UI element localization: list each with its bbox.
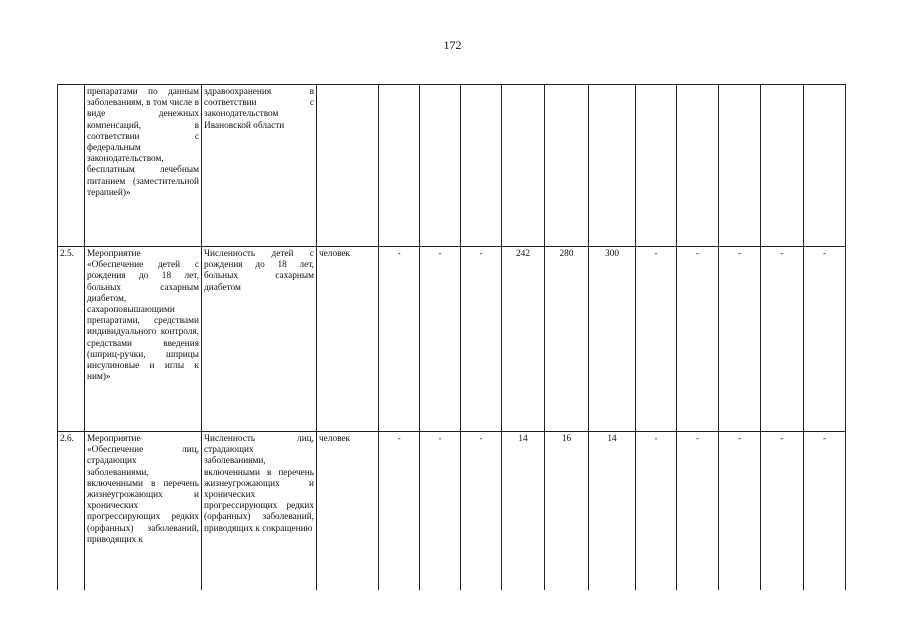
indicator-cell: здравоохранения в соответствии с законодательством Ивановской области: [202, 85, 317, 247]
value-cell: -: [379, 247, 420, 432]
value-cell: -: [677, 432, 719, 591]
program-table: [57, 84, 846, 590]
value-cell: -: [761, 432, 804, 591]
value-cell: -: [804, 432, 846, 591]
value-cell: [502, 85, 545, 247]
value-cell: [461, 85, 502, 247]
value-cell: -: [461, 432, 502, 591]
unit-cell: человек: [317, 432, 379, 591]
value-cell: [379, 85, 420, 247]
value-cell: -: [719, 247, 761, 432]
value-cell: -: [719, 432, 761, 591]
value-cell: -: [636, 247, 677, 432]
value-cell: -: [420, 247, 461, 432]
value-cell: 14: [589, 432, 636, 591]
value-cell: -: [677, 247, 719, 432]
value-cell: 300: [589, 247, 636, 432]
value-cell: -: [461, 247, 502, 432]
event-cell: Мероприятие «Обеспечение лиц, страдающих заболеваниями, включенными в перечень жизнеугрожающих и хронических прогрессирующих редких (орфанных) заболеваний, приводящих к: [85, 432, 202, 591]
value-cell: 16: [545, 432, 589, 591]
value-cell: -: [804, 247, 846, 432]
value-cell: [545, 85, 589, 247]
indicator-cell: Численность детей с рождения до 18 лет, больных сахарным диабетом: [202, 247, 317, 432]
row-number: 2.5.: [58, 247, 85, 432]
value-cell: -: [761, 247, 804, 432]
value-cell: 14: [502, 432, 545, 591]
table-row: [58, 247, 846, 432]
value-cell: -: [420, 432, 461, 591]
value-cell: [677, 85, 719, 247]
value-cell: [589, 85, 636, 247]
value-cell: [761, 85, 804, 247]
row-number: [58, 85, 85, 247]
value-cell: 242: [502, 247, 545, 432]
page-number: 172: [443, 38, 462, 52]
indicator-cell: Численность лиц, страдающих заболеваниями, включенными в перечень жизнеугрожающих и хронических прогрессирующих редких (орфанных) заболеваний, приводящих к сокращению: [202, 432, 317, 591]
value-cell: [804, 85, 846, 247]
event-cell: препаратами по данным заболеваниям, в том числе в виде денежных компенсаций, в соответствии с федеральным законодательством, бесплатным лечебным питанием (заместительной терапией)»: [85, 85, 202, 247]
event-cell: Мероприятие «Обеспечение детей с рождения до 18 лет, больных сахарным диабетом, сахароповышающими препаратами, средствами индивидуального контроля, средствами введения (шприц-ручки, шприцы инсулиновые и иглы к ним)»: [85, 247, 202, 432]
unit-cell: [317, 85, 379, 247]
table-row: [58, 85, 846, 247]
value-cell: [719, 85, 761, 247]
value-cell: -: [379, 432, 420, 591]
unit-cell: человек: [317, 247, 379, 432]
table-row: [58, 432, 846, 591]
value-cell: [636, 85, 677, 247]
row-number: 2.6.: [58, 432, 85, 591]
value-cell: [420, 85, 461, 247]
value-cell: 280: [545, 247, 589, 432]
value-cell: -: [636, 432, 677, 591]
